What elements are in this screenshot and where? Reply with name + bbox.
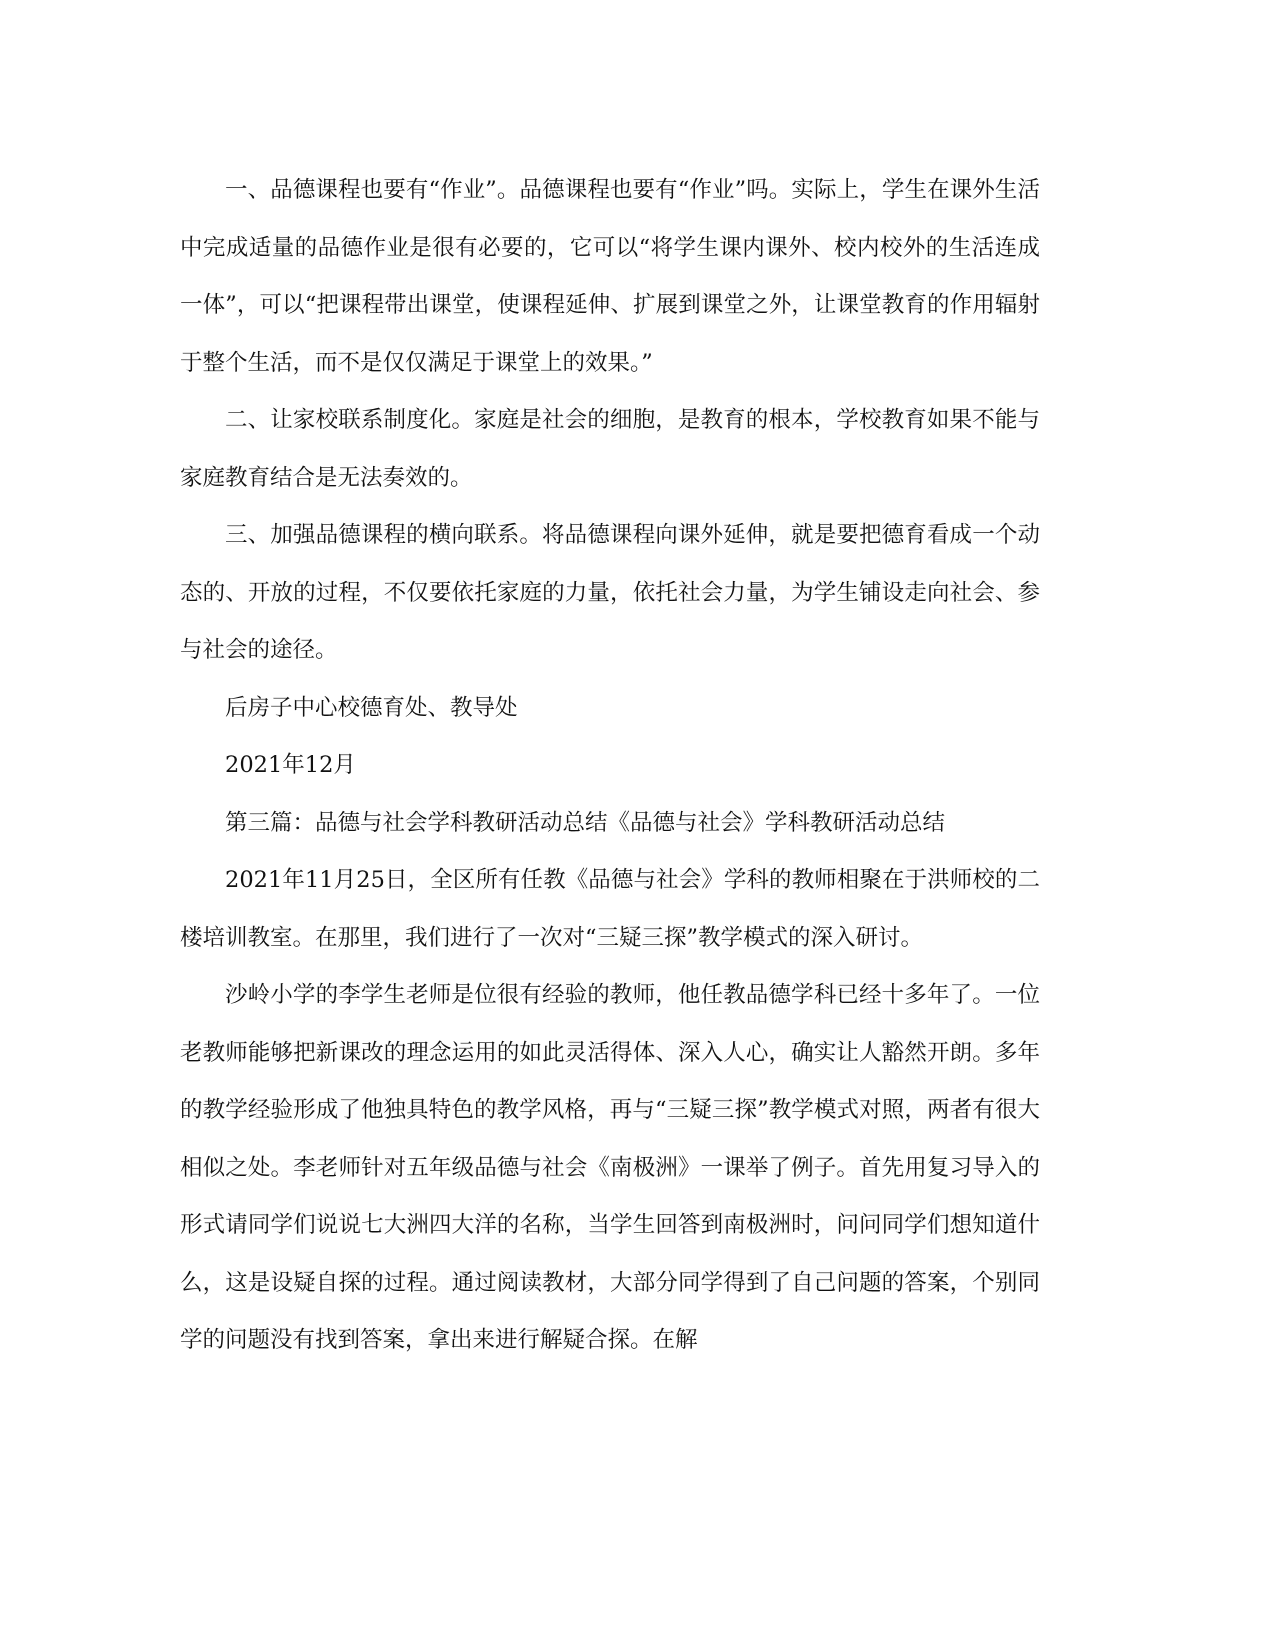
document-body (180, 162, 1040, 1370)
section-heading: 第三篇：品德与社会学科教研活动总结《品德与社会》学科教研活动总结 (225, 809, 946, 836)
paragraph-event: 2021年11月25日，全区所有任教《品德与社会》学科的教师相聚在于洪师校的二楼培训教室。在那里，我们进行了一次对“三疑三探”教学模式的深入研讨。 (180, 867, 1040, 951)
paragraph-home-school: 二、让家校联系制度化。家庭是社会的细胞，是教育的根本，学校教育如果不能与家庭教育结合是无法奏效的。 (180, 407, 1040, 491)
signature-date: 2021年12月 (225, 752, 356, 778)
paragraph-teacher: 沙岭小学的李学生老师是位很有经验的教师，他任教品德学科已经十多年了。一位老教师能够把新课改的理念运用的如此灵活得体、深入人心，确实让人豁然开朗。多年的教学经验形成了他独具特色的教学风格，再与“三疑三探”教学模式对照，两者有很大相似之处。李老师针对五年级品德与社会《南极洲》一课举了例子。首先用复习导入的形式请同学们说说七大洲四大洋的名称，当学生回答到南极洲时，问问同学们想知道什么，这是设疑自探的过程。通过阅读教材，大部分同学得到了自己问题的答案，个别同学的问题没有找到答案，拿出来进行解疑合探。在解 (180, 982, 1040, 1353)
signature-organization: 后房子中心校德育处、教导处 (225, 694, 518, 721)
paragraph-homework: 一、品德课程也要有“作业”。品德课程也要有“作业”吗。实际上，学生在课外生活中完成适量的品德作业是很有必要的，它可以“将学生课内课外、校内校外的生活连成一体”，可以“把课程带出课堂，使课程延伸、扩展到课堂之外，让课堂教育的作用辐射于整个生活，而不是仅仅满足于课堂上的效果。” (180, 177, 1040, 376)
paragraph-horizontal-link: 三、加强品德课程的横向联系。将品德课程向课外延伸，就是要把德育看成一个动态的、开放的过程，不仅要依托家庭的力量，依托社会力量，为学生铺设走向社会、参与社会的途径。 (180, 522, 1040, 663)
